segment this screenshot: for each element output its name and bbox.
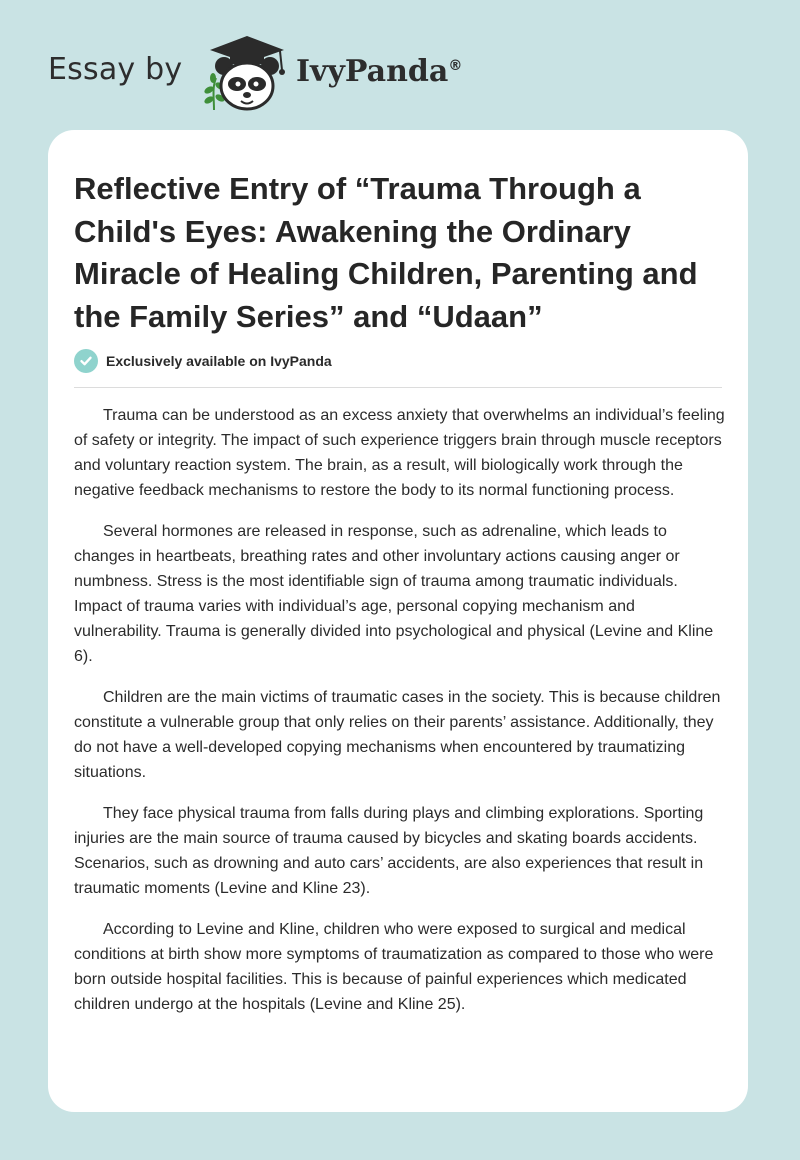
essay-title: Reflective Entry of “Trauma Through a Child's Eyes: Awakening the Ordinary Miracle of Healing Children, Parenting and the Family Series” and “Udaan” (74, 171, 698, 334)
exclusive-label: Exclusively available on IvyPanda (106, 353, 332, 369)
paragraph: They face physical trauma from falls during plays and climbing explorations. Sporting injuries are the main source of trauma caused by bicycles and skating boards accidents. Scenarios, such as drowning and auto cars’ accidents, are also experiences that result in traumatic moments (Levine and Kline 23). (74, 805, 704, 897)
paragraph: According to Levine and Kline, children who were exposed to surgical and medical conditions at birth show more symptoms of traumatization as compared to those who were born outside hospital facilities. This is because of painful experiences which medicated children undergo at the hospitals (Levine and Kline 25). (74, 921, 714, 1013)
check-circle-icon (74, 349, 98, 373)
exclusive-badge (74, 348, 332, 374)
panda-graduate-logo-icon (200, 32, 292, 112)
essay-by-label: Essay by (48, 52, 183, 87)
brand-name-text: IvyPanda (296, 54, 449, 89)
divider (74, 387, 722, 388)
essay-card (48, 130, 748, 1112)
paragraph: Several hormones are released in response, such as adrenaline, which leads to changes in heartbeats, breathing rates and other involuntary actions causing anger or numbness. Stress is the most identifiable sign of trauma among traumatic individuals. Impact of trauma varies with individual’s age, personal copying mechanism and vulnerability. Trauma is generally divided into psychological and physical (Levine and Kline 6). (74, 523, 714, 665)
paragraph: Children are the main victims of traumatic cases in the society. This is because children constitute a vulnerable group that only relies on their parents’ assistance. Additionally, they do not have a well-developed copying mechanisms when encountered by traumatizing situations. (74, 689, 721, 781)
registered-mark: ® (448, 58, 463, 74)
brand-name (296, 54, 462, 89)
brand-header (48, 32, 488, 112)
essay-body (74, 403, 726, 1033)
paragraph: Trauma can be understood as an excess anxiety that overwhelms an individual’s feeling of safety or integrity. The impact of such experience triggers brain through muscle receptors and voluntary reaction system. The brain, as a result, will biologically work through the negative feedback mechanisms to restore the body to its normal functioning process. (74, 407, 725, 499)
